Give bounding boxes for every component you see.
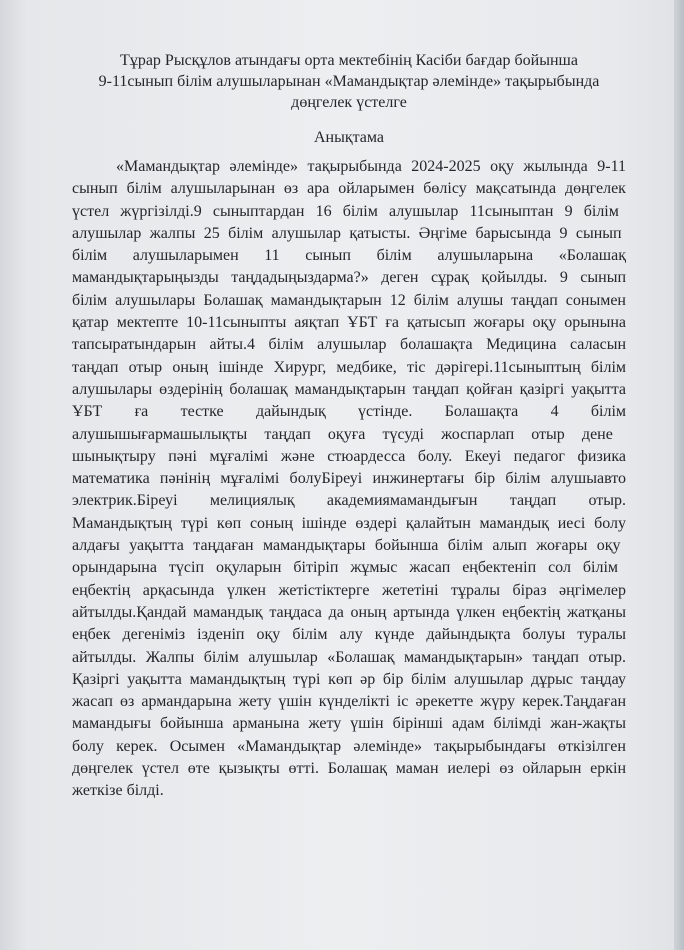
body-line: айтылды.Қандай мамандық таңдаса да оның артында үлкен еңбектің жатқаны [72, 603, 626, 621]
body-line: математика пәнінің мұғалімі болуБіреуі инжинертағы бір білім алушыавто [72, 470, 627, 488]
body-line: тапсыратындарын айты.4 білім алушылар болашақта Медицина саласын [72, 336, 627, 354]
document-heading [72, 50, 626, 113]
body-line: алушылары өздерінің болашақ мамандықтарын таңдап қойған қазіргі уақытта [72, 380, 626, 398]
heading-line-3: дөңгелек үстелге [291, 94, 407, 111]
heading-line-2: 9-11сынып білім алушыларынан «Мамандықтар әлемінде» тақырыбында [98, 73, 600, 90]
document-body [72, 156, 626, 803]
document-subtitle: Анықтама [313, 129, 385, 146]
body-line: сынып білім алушыларынан өз ара ойларымен бөлісу мақсатында дөңгелек [72, 180, 626, 198]
body-line: Мамандықтың түрі көп соның ішінде өздері қалайтын мамандық иесі болу [72, 514, 626, 532]
body-line: дөңгелек үстел өте қызықты өтті. Болашақ маман иелері өз ойларын еркін [72, 760, 627, 778]
body-line: «Мамандықтар әлемінде» тақырыбында 2024-2025 оқу жылында 9-11 [116, 158, 627, 175]
body-line: айтылды. Жалпы білім алушылар «Болашақ мамандықтарын» таңдап отыр. [72, 648, 627, 666]
body-line: алдағы уақытта таңдаған мамандықтары бойынша білім алып жоғары оқу [72, 537, 621, 555]
body-line: орындарына түсіп оқуларын бітіріп жұмыс жасап еңбектеніп сол білім [72, 559, 619, 577]
heading-line-1: Тұрар Рысқұлов атындағы орта мектебінің Касіби бағдар бойынша [120, 52, 578, 69]
body-line: алушылар жалпы 25 білім алушылар қатысты. Әңгіме барысында 9 сынып [72, 224, 622, 242]
body-line: таңдап отыр оның ішінде Хирург, медбике, тіс дәрігері.11сыныптың білім [72, 358, 627, 376]
body-line: қатар мектепте 10-11сыныпты аяқтап ҰБТ ға қатысып жоғары оқу орынына [72, 314, 626, 332]
body-line: мамандықтарыңызды таңдадыңыздарма?» деген сұрақ қойылды. 9 сынып [72, 269, 627, 287]
body-line: еңбек дегеніміз ізденіп оқу білім алу күнде дайындықта болуы туралы [72, 626, 627, 644]
body-line: білім алушылары Болашақ мамандықтарын 12 білім алушы таңдап сонымен [72, 291, 626, 309]
body-line: жасап өз армандарына жету үшін күнделікті іс әрекетте жүру керек.Таңдаған [72, 693, 627, 711]
body-line: ҰБТ ға тестке дайындық үстінде. Болашақта 4 білім [72, 403, 627, 421]
body-line: алушышығармашылықты таңдап оқуға түсуді жоспарлап отыр дене [72, 425, 613, 443]
body-line: үстел жүргізілді.9 сыныптардан 16 білім алушылар 11сыныптан 9 білім [72, 202, 619, 220]
body-line: жеткізе білді. [72, 782, 164, 800]
body-line: болу керек. Осымен «Мамандықтар әлемінде» тақырыбындағы өткізілген [72, 737, 626, 755]
body-line: электрик.Біреуі мелициялық академиямамандығын таңдап отыр. [72, 492, 627, 510]
body-line: еңбектің арқасында үлкен жетістіктерге жететіні тұралы біраз әңгімелер [72, 581, 627, 599]
body-line: шынықтыру пәні мұғалімі және стюардесса болу. Екеуі педагог физика [72, 447, 626, 465]
body-line: Қазіргі уақытта мамандықтың түрі көп әр бір білім алушылар дұрыс таңдау [72, 670, 626, 688]
body-line: білім алушыларымен 11 сынып білім алушыларына «Болашақ [72, 247, 626, 265]
body-line: мамандығы бойынша арманына жету үшін бірінші адам білімді жан-жақты [72, 715, 627, 733]
